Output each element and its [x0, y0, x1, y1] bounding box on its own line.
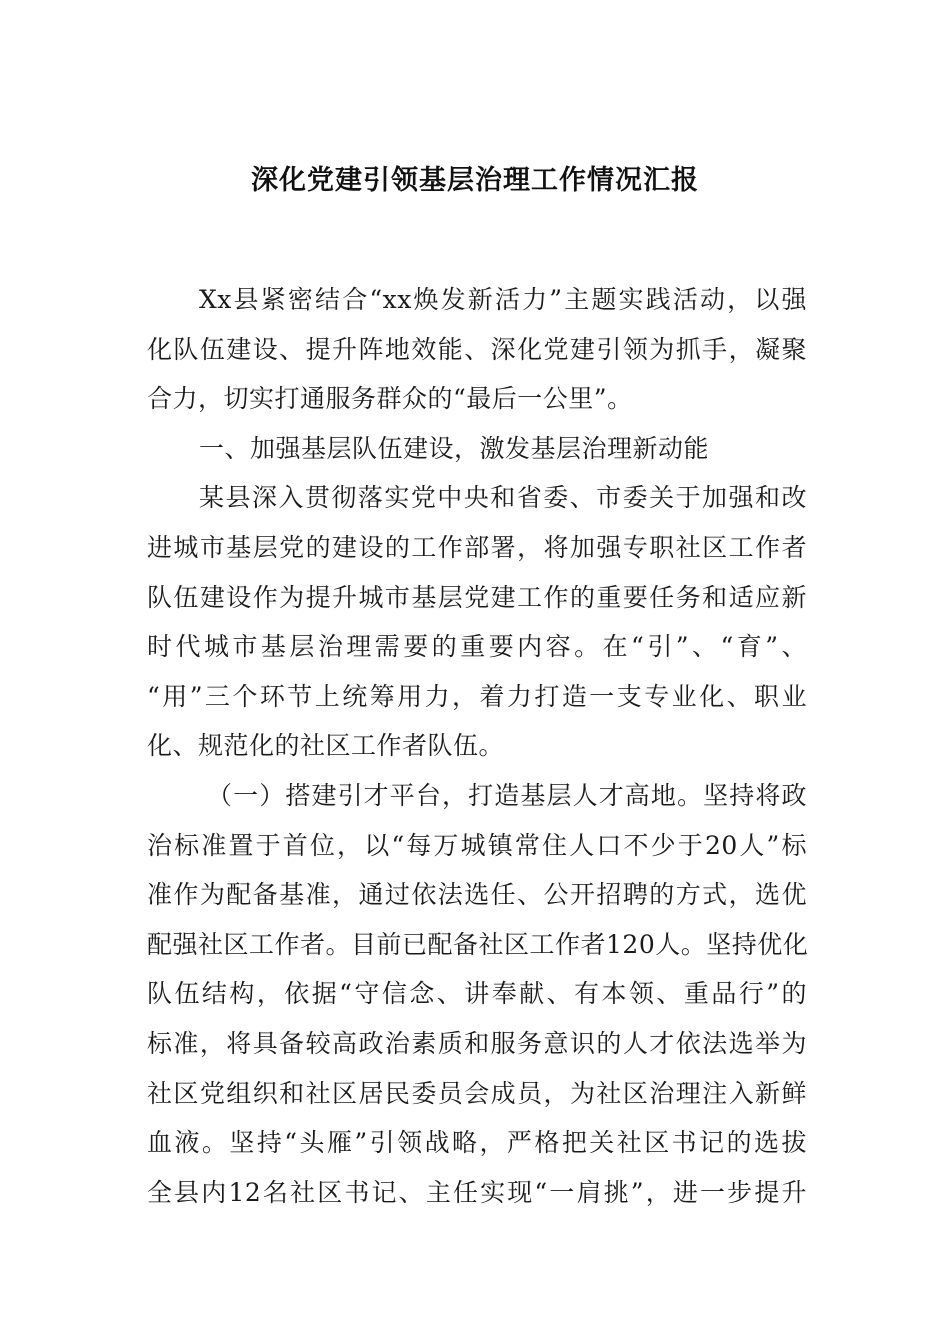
paragraph-sub1-line-4: 配强社区工作者。目前已配备社区工作者120人。坚持优化	[147, 929, 809, 959]
paragraph-sub1-line-2: 治标准置于首位，以“每万城镇常住人口不少于20人”标	[147, 830, 807, 860]
paragraph-section1-line-4: 时代城市基层治理需要的重要内容。在“引”、“育”、	[147, 632, 807, 662]
document-title: 深化党建引领基层治理工作情况汇报	[251, 165, 699, 196]
paragraph-intro-line-1: Xx县紧密结合“xx焕发新活力”主题实践活动，以强	[199, 285, 807, 314]
paragraph-section1-line-6: 化、规范化的社区工作者队伍。	[147, 731, 505, 761]
paragraph-sub1-line-1: （一）搭建引才平台，打造基层人才高地。坚持将政	[207, 780, 807, 810]
paragraph-section1-line-3: 队伍建设作为提升城市基层党建工作的重要任务和适应新	[147, 582, 807, 612]
paragraph-sub1-line-6: 标准，将具备较高政治素质和服务意识的人才依法选举为	[147, 1028, 807, 1058]
paragraph-intro-line-3: 合力，切实打通服务群众的“最后一公里”。	[147, 384, 633, 414]
paragraph-sub1-line-8: 血液。坚持“头雁”引领战略，严格把关社区书记的选拔	[147, 1128, 807, 1158]
paragraph-intro-line-2: 化队伍建设、提升阵地效能、深化党建引领为抓手，凝聚	[147, 334, 807, 364]
paragraph-section1-line-2: 进城市基层党的建设的工作部署，将加强专职社区工作者	[147, 532, 807, 562]
paragraph-sub1-line-7: 社区党组织和社区居民委员会成员，为社区治理注入新鲜	[147, 1078, 807, 1108]
section-heading-1: 一、加强基层队伍建设，激发基层治理新动能	[199, 433, 710, 463]
paragraph-sub1-line-3: 准作为配备基准，通过依法选任、公开招聘的方式，选优	[147, 880, 807, 910]
paragraph-sub1-line-9: 全县内12名社区书记、主任实现“一肩挑”，进一步提升	[147, 1177, 807, 1207]
document-body	[147, 275, 807, 1217]
paragraph-section1-line-5: “用”三个环节上统筹用力，着力打造一支专业化、职业	[147, 681, 807, 711]
paragraph-sub1-line-5: 队伍结构，依据“守信念、讲奉献、有本领、重品行”的	[147, 979, 807, 1009]
paragraph-section1-line-1: 某县深入贯彻落实党中央和省委、市委关于加强和改	[199, 483, 807, 513]
